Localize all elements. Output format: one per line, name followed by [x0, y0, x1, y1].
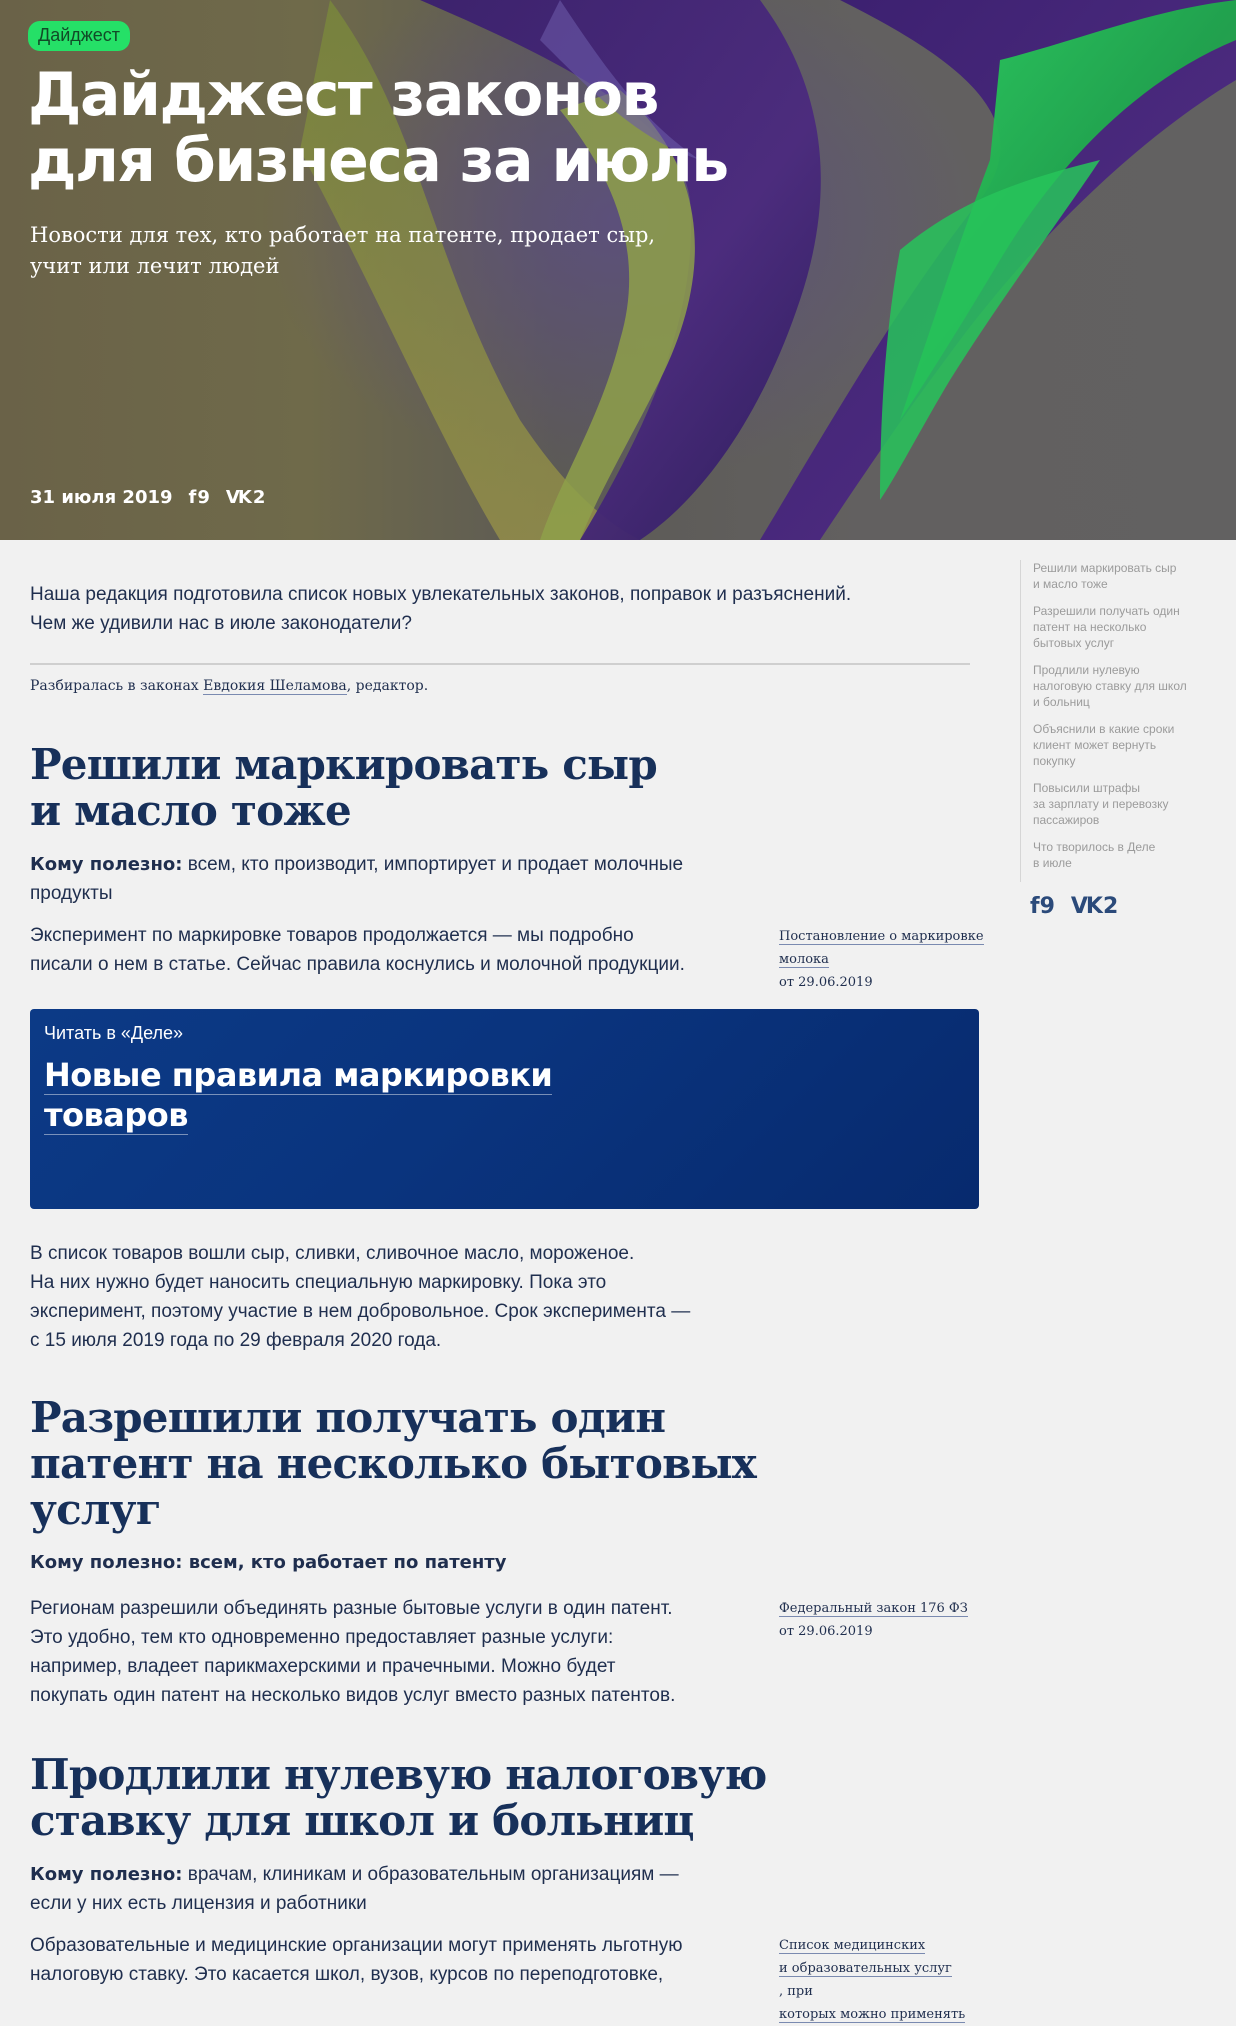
section-title-zero-rate — [30, 1752, 767, 1844]
paragraph-line: На них нужно будет наносить специальную маркировку. Пока это — [30, 1272, 607, 1293]
toc-item-returns[interactable]: Объяснили в какие сроки клиент может вернуть покупку — [1033, 722, 1175, 768]
page-subtitle-line: Новости для тех, кто работает на патенте, продает сыр, — [30, 223, 656, 247]
note-line-1 — [779, 925, 1004, 948]
card-title — [44, 1055, 552, 1135]
page-title-line: Дайджест законов — [28, 60, 658, 130]
source-link[interactable]: которых можно применять — [779, 2007, 966, 2022]
toc-item-patent[interactable]: Разрешили получать один патент на несколько бытовых услуг — [1033, 604, 1180, 650]
facebook-share-count: 9 — [1039, 894, 1055, 919]
note-line-3 — [779, 2003, 1004, 2026]
section-title-line: и масло тоже — [30, 786, 351, 835]
intro-line: Наша редакция подготовила список новых увлекательных законов, поправок и разъяснений. — [30, 584, 852, 605]
vk-share-count: 2 — [252, 487, 266, 508]
author-byline — [30, 678, 428, 694]
card-title-line: Новые правила маркировки — [44, 1056, 553, 1094]
facebook-share-button[interactable] — [189, 487, 210, 508]
toc-item-july[interactable]: Что творилось в Деле в июле — [1033, 840, 1156, 870]
card-kicker: Читать в «Деле» — [44, 1023, 184, 1043]
category-tag[interactable]: Дайджест — [28, 21, 130, 51]
byline-suffix: , редактор. — [346, 678, 429, 694]
audience-text: всем, кто производит, импортирует и продает молочные — [182, 854, 684, 875]
page-title-line: для бизнеса за июль — [28, 126, 728, 196]
paragraph-line: писали о нем в статье. Сейчас правила коснулись и молочной продукции. — [30, 954, 685, 975]
audience-label: Кому полезно: — [30, 1552, 183, 1573]
note-suffix: , при — [779, 1984, 813, 1999]
intro-divider — [30, 663, 970, 665]
source-link[interactable]: и образовательных услуг — [779, 1961, 952, 1976]
facebook-icon: f — [1030, 894, 1038, 919]
paragraph-line: Регионам разрешили объединять разные бытовые услуги в один патент. — [30, 1598, 673, 1619]
author-link[interactable]: Евдокия Шеламова — [203, 678, 347, 694]
source-note — [779, 1597, 1004, 1643]
section-title-line: ставку для школ и больниц — [30, 1796, 694, 1845]
audience-text: врачам, клиникам и образовательным организациям — — [182, 1864, 679, 1885]
section-audience — [30, 1548, 790, 1577]
table-of-contents — [1020, 560, 1221, 882]
audience-line-2: продукты — [30, 883, 113, 904]
facebook-share-count: 9 — [197, 487, 210, 508]
vk-icon: VK — [225, 487, 250, 508]
audience-line-1 — [30, 1548, 790, 1577]
source-link[interactable]: Постановление о маркировке — [779, 929, 984, 944]
page-subtitle-line: учит или лечит людей — [30, 254, 280, 278]
audience-line-1 — [30, 850, 790, 879]
facebook-share-button[interactable] — [1030, 894, 1055, 919]
hero-banner — [0, 0, 1236, 540]
paragraph-line: налоговую ставку. Это касается школ, вузов, курсов по переподготовке, — [30, 1964, 664, 1985]
audience-line-1 — [30, 1860, 790, 1889]
card-title-line: товаров — [44, 1096, 189, 1134]
vk-icon: VK — [1070, 894, 1101, 919]
section-title-line: патент на несколько бытовых — [30, 1439, 757, 1488]
note-line-1 — [779, 1934, 1004, 1957]
audience-label: Кому полезно: — [30, 1864, 183, 1885]
section-paragraph — [30, 1931, 790, 1989]
section-title-line: услуг — [30, 1485, 161, 1534]
section-title-line: Решили маркировать сыр — [30, 740, 657, 789]
page-subtitle — [30, 220, 730, 282]
page-title — [28, 62, 928, 194]
vk-share-button[interactable] — [1071, 894, 1118, 919]
paragraph-line: Образовательные и медицинские организации могут применять льготную — [30, 1935, 683, 1956]
section-title-line: Разрешили получать один — [30, 1393, 666, 1442]
source-link[interactable]: молока — [779, 952, 829, 967]
section-audience — [30, 850, 790, 908]
paragraph-line: Эксперимент по маркировке товаров продолжается — мы подробно — [30, 925, 634, 946]
hero-meta — [30, 487, 265, 508]
toc-item-cheese[interactable]: Решили маркировать сыр и масло тоже — [1033, 561, 1177, 591]
section-paragraph — [30, 921, 790, 979]
paragraph-line: например, владеет парикмахерскими и прачечными. Можно будет — [30, 1656, 616, 1677]
toc-item-zero-rate[interactable]: Продлили нулевую налоговую ставку для школ и больниц — [1033, 663, 1187, 709]
audience-text: всем, кто работает по патенту — [182, 1552, 507, 1573]
source-link[interactable]: Федеральный закон 176 ФЗ — [779, 1601, 968, 1616]
byline-prefix: Разбиралась в законах — [30, 678, 204, 694]
source-note — [779, 925, 1004, 994]
note-line-2 — [779, 1957, 1004, 2003]
audience-line-2: если у них есть лицензия и работники — [30, 1893, 367, 1914]
section-title-line: Продлили нулевую налоговую — [30, 1750, 767, 1799]
toc-item-fines[interactable]: Повысили штрафы за зарплату и перевозку пассажиров — [1033, 781, 1169, 827]
section-paragraph — [30, 1594, 790, 1710]
source-link[interactable]: Список медицинских — [779, 1938, 926, 1953]
vk-share-button[interactable] — [226, 487, 265, 508]
paragraph-line: эксперимент, поэтому участие в нем добровольное. Срок эксперимента — — [30, 1301, 691, 1322]
audience-label: Кому полезно: — [30, 854, 183, 875]
paragraph-line: с 15 июля 2019 года по 29 февраля 2020 года. — [30, 1330, 442, 1351]
note-line-1 — [779, 1597, 1004, 1620]
paragraph-line: покупать один патент на несколько видов услуг вместо разных патентов. — [30, 1685, 676, 1706]
source-note — [779, 1934, 1004, 2026]
paragraph-line: В список товаров вошли сыр, сливки, сливочное масло, мороженое. — [30, 1243, 635, 1264]
note-date: от 29.06.2019 — [779, 1624, 873, 1639]
section-title-cheese — [30, 742, 657, 834]
section-paragraph — [30, 1239, 790, 1355]
note-line-2 — [779, 948, 1004, 994]
read-more-card[interactable] — [30, 1009, 979, 1209]
facebook-icon: f — [188, 487, 195, 508]
article-intro — [30, 580, 990, 638]
publish-date: 31 июля 2019 — [30, 487, 173, 508]
section-title-patent — [30, 1395, 756, 1533]
paragraph-line: Это удобно, тем кто одновременно предоставляет разные услуги: — [30, 1627, 614, 1648]
section-audience — [30, 1860, 790, 1918]
sidebar-share — [1030, 894, 1134, 919]
vk-share-count: 2 — [1102, 894, 1119, 919]
note-date: от 29.06.2019 — [779, 975, 873, 990]
intro-line: Чем же удивили нас в июле законодатели? — [30, 613, 412, 634]
